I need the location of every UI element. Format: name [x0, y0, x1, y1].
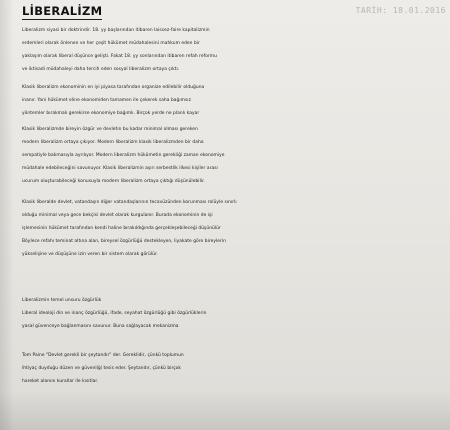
text-line: müdahale edebileceğini savunuyor. Klasik liberalizmin aşırı serbestlik ilkesi kişiler arası — [22, 166, 218, 171]
text-line: modern liberalizm ortaya çıkıyor. Modern liberalizm klasik liberalizmden bir daha — [22, 140, 204, 145]
text-line: ihtiyaç duyduğu düzen ve güvenliği tesis eder. Şeytandır, çünkü birçok — [22, 366, 181, 371]
text-line: Böylece refahı teminat altına alan, bireysel özgürlüğü destekleyen, liyakate göre bireylerin — [22, 239, 226, 244]
text-line: yükselişine ve düşüşüne izin veren bir sistem olarak görülür. — [22, 252, 158, 257]
text-line: olduğu minimal veya gece bekçisi devlet olarak kurgulanır. Burada ekonominin de işi — [22, 213, 213, 218]
text-line: ucurum oluşturabileceği konusuyla modern liberalizm ortaya çıktığı düşünülebilir. — [22, 179, 206, 184]
text-line: hareket alanını kurallar ile kısıtlar. — [22, 379, 99, 384]
page-bottom-shadow — [0, 390, 450, 430]
text-line: inanır. Yani hükümet eline ekonomiden tamamen ile çekerek saha bağımsız — [22, 98, 191, 103]
page-title: LİBERALİZM — [22, 4, 103, 18]
text-line: Klasik liberalizmde bireyin özgür ve devletin bu kadar minimal olması gereken — [22, 127, 198, 132]
text-line: işlemesinin hükümet tarafından kendi haline bırakıldığında gerçekleşebileceği düşünülür — [22, 226, 221, 231]
text-line: ve iktisadi müdahaleyi daha tercih eden sosyal liberalizm ortaya çıktı. — [22, 67, 180, 72]
text-line: erdemleri olarak önlenen ve her çeşit hükümet müdahalesini mahkum eden bir — [22, 41, 200, 46]
text-line: Liberalizmin temel unsuru özgürlük — [22, 298, 102, 303]
text-line: Liberalizm siyasi bir doktrindir. 18. yy başlarından itibaren laissez-faire kapitalizmin — [22, 28, 210, 33]
text-line: Liberal ideoloji din ve inanç özgürlüğü, ifade, seyahat özgürlüğü gibi özgürlüklerin — [22, 311, 207, 316]
page-date: TARİH: 18.01.2016 — [355, 6, 446, 15]
text-line: Klasik liberalizm ekonominin en iyi piyasa tarafından organize edilebilir olduğuna — [22, 85, 205, 90]
text-line: yöntemler bırakmalı gerekirse ekonomiye bağımlı. Birçok yerde ne planlı kayar — [22, 111, 200, 116]
text-line: Tom Paine "Devlet gerekli bir şeytandır" der. Gereklidir, çünkü toplumun — [22, 353, 184, 358]
text-line: Klasik liberalde devlet, vatandaşın diğer vatandaşlarının tecavüzünden korunması rolüyle sınırlı — [22, 200, 237, 205]
text-line: yasal güvenceye bağlanmasını savunur. Buna sağlayacak mekanizma — [22, 324, 179, 329]
text-line: sempatiyle bakmasıyla ayrılıyor. Modern liberalizm hükümetin gerekliği zaman ekonomiye — [22, 153, 225, 158]
text-line: yaklaşım olarak liberal düşünce gelişti. Fakat 18. yy sonlarından itibaren refah reformu — [22, 54, 217, 59]
page-edge-shadow — [0, 0, 14, 430]
